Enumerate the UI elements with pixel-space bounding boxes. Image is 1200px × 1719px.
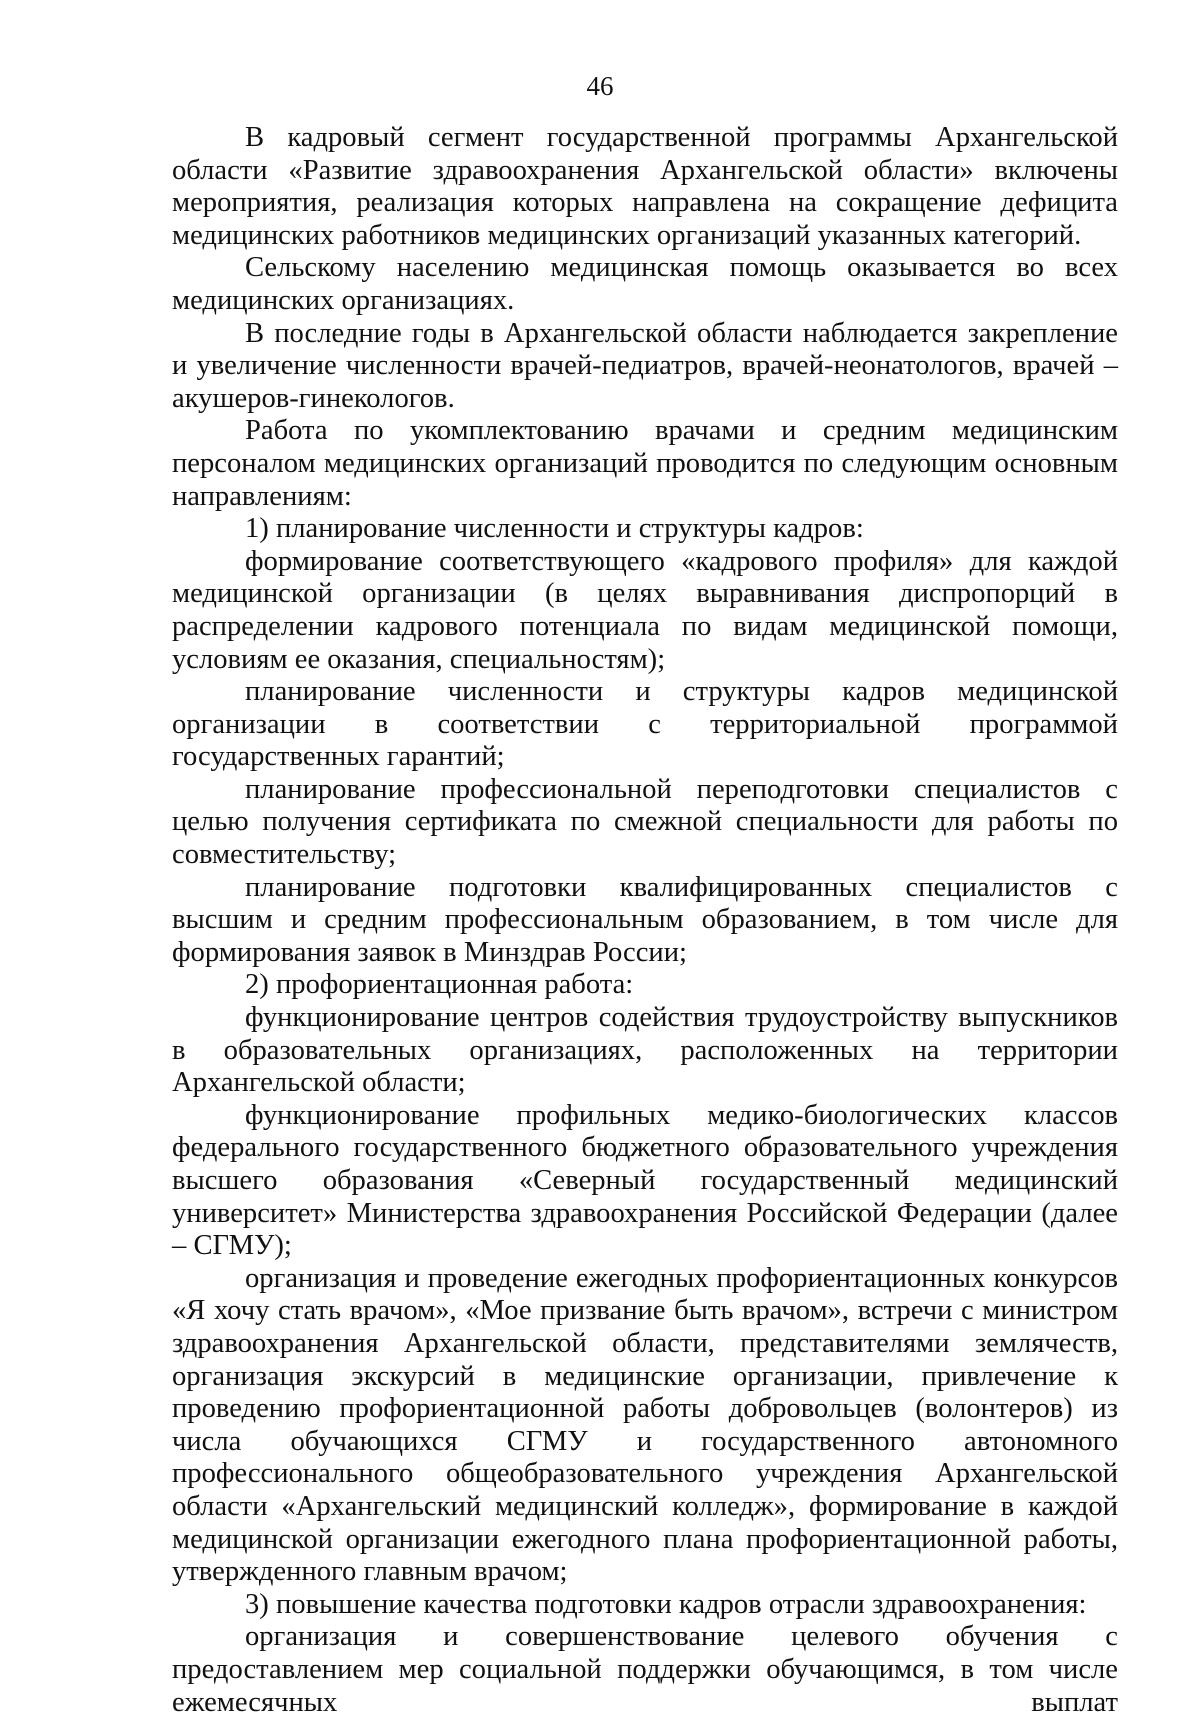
document-body bbox=[172, 122, 1118, 1719]
page-number: 46 bbox=[586, 71, 614, 101]
list-item-qualified-training: планирование подготовки квалифицированных специалистов с высшим и средним профессиональным образованием, в том числе для формирования заявок в Минздрав России; bbox=[172, 871, 1118, 968]
paragraph-program-segment: В кадровый сегмент государственной программы Архангельской области «Развитие здравоохранения Архангельской области» включены мероприятия, реализация которых направлена на сокращение дефицита медицинских работников медицинских организаций указанных категорий. bbox=[172, 122, 1118, 251]
paragraph-rural-population: Сельскому населению медицинская помощь оказывается во всех медицинских организациях. bbox=[172, 252, 1118, 316]
list-item-personnel-profile: формирование соответствующего «кадрового профиля» для каждой медицинской организации (в целях выравнивания диспропорций в распределении кадрового потенциала по видам медицинской помощи, условиям ее оказания, специальностям); bbox=[172, 545, 1118, 675]
list-heading-career-guidance: 2) профориентационная работа: bbox=[245, 969, 634, 1001]
list-item-contests: организация и проведение ежегодных профориентационных конкурсов «Я хочу стать врачом», «Мое призвание быть врачом», встречи с министром здравоохранения Архангельской области, представителями землячеств, организация экскурсий в медицинские организации, привлечение к проведению профориентационной работы добровольцев (волонтеров) из числа обучающихся СГМУ и государственного автономного профессионального общеобразовательного учреждения Архангельской области «Архангельский медицинский колледж», формирование в каждой медицинской организации ежегодного плана профориентационной работы, утвержденного главным врачом; bbox=[172, 1262, 1118, 1588]
list-item-retraining: планирование профессиональной переподготовки специалистов с целью получения сертификата по смежной специальности для работы по совместительству; bbox=[172, 773, 1118, 871]
paragraph-staffing-work: Работа по укомплектованию врачами и средним медицинским персоналом медицинских организаций проводится по следующим основным направлениям: bbox=[172, 415, 1118, 512]
list-heading-planning: 1) планирование численности и структуры кадров: bbox=[245, 513, 864, 545]
list-item-staff-planning: планирование численности и структуры кадров медицинской организации в соответствии с территориальной программой государственных гарантий; bbox=[172, 676, 1118, 773]
paragraph-recent-years: В последние годы в Архангельской области наблюдается закрепление и увеличение численности врачей-педиатров, врачей-неонатологов, врачей – акушеров-гинекологов. bbox=[172, 317, 1118, 414]
list-item-employment-centers: функционирование центров содействия трудоустройству выпускников в образовательных организациях, расположенных на территории Архангельской области; bbox=[172, 1002, 1118, 1099]
list-item-profile-classes: функционирование профильных медико-биологических классов федерального государственного бюджетного образовательного учреждения высшего образования «Северный государственный медицинский университет» Министерства здравоохранения Российской Федерации (далее – СГМУ); bbox=[172, 1099, 1118, 1262]
list-heading-training-quality: 3) повышение качества подготовки кадров отрасли здравоохранения: bbox=[245, 1588, 1087, 1620]
list-item-target-training: организация и совершенствование целевого обучения с предоставлением мер социальной поддержки обучающимся, в том числе ежемесячных выплат bbox=[172, 1621, 1118, 1718]
